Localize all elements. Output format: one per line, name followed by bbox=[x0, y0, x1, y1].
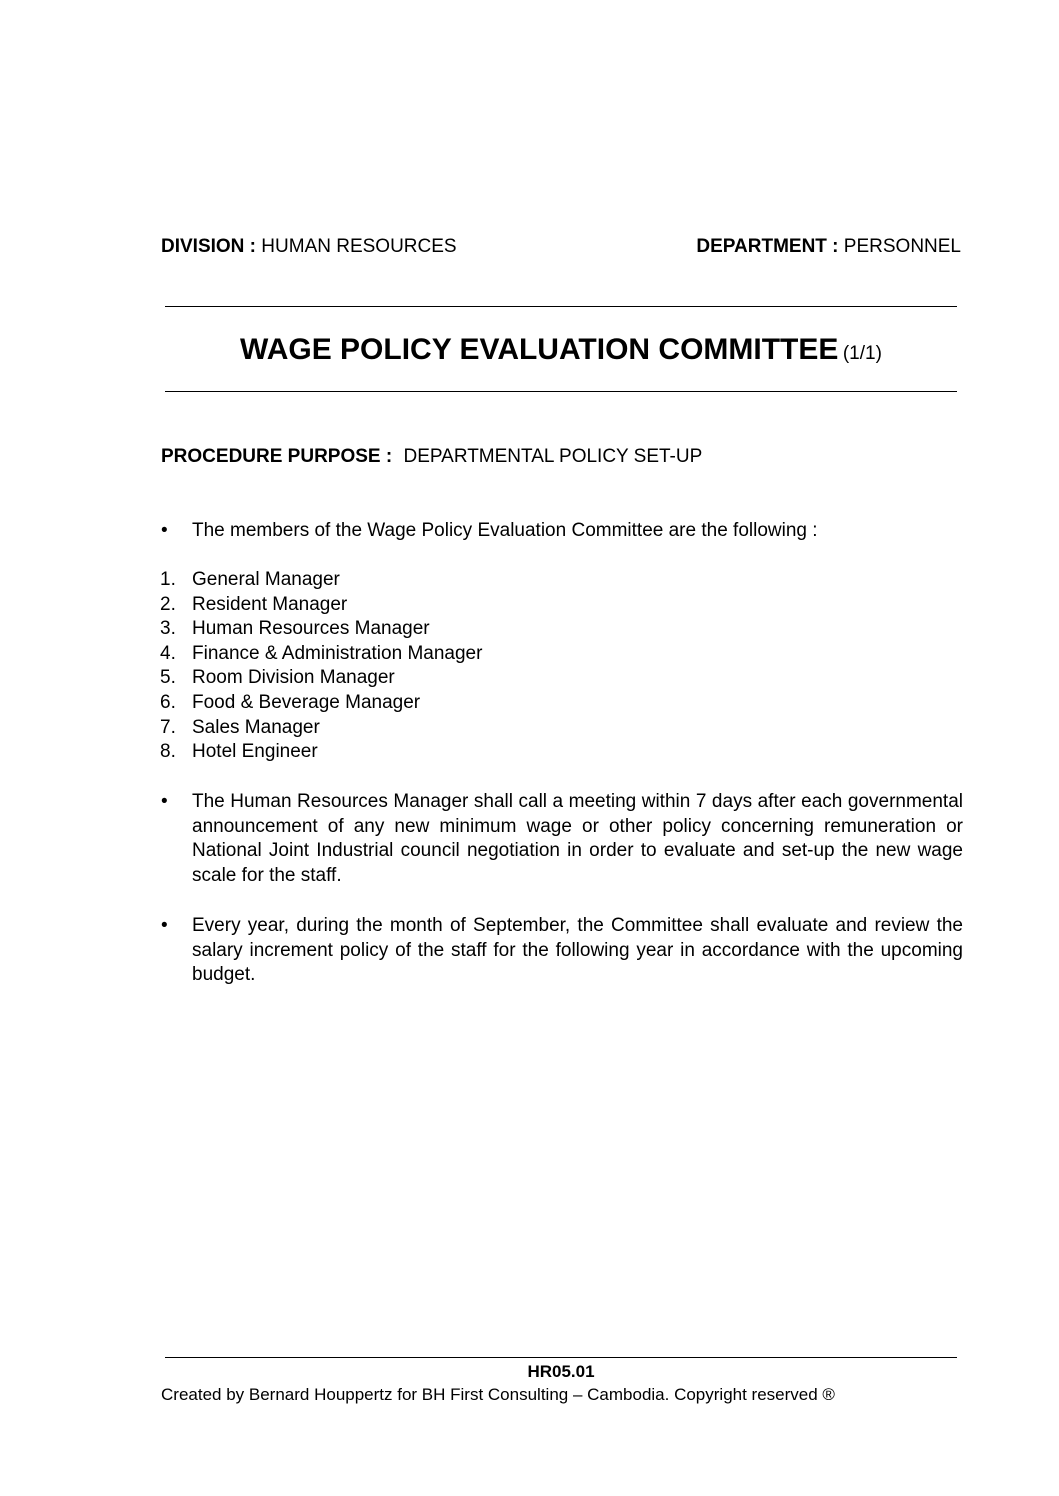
bullet-item bbox=[161, 790, 963, 888]
list-item bbox=[160, 617, 482, 642]
bullet-icon: • bbox=[161, 915, 168, 936]
list-number: 5. bbox=[160, 667, 176, 689]
list-number: 4. bbox=[160, 642, 176, 664]
list-item bbox=[160, 642, 482, 667]
list-number: 8. bbox=[160, 741, 176, 763]
title-top-divider bbox=[165, 306, 957, 307]
purpose-value: DEPARTMENTAL POLICY SET-UP bbox=[403, 446, 703, 467]
bullet-text: Every year, during the month of September, the Committee shall evaluate and review the salary increment policy of the staff for the following year in accordance with the upcoming budget. bbox=[192, 915, 963, 986]
copyright-credit: Created by Bernard Houppertz for BH First Consulting – Cambodia. Copyright reserved ® bbox=[161, 1385, 835, 1404]
member-label: General Manager bbox=[192, 569, 340, 590]
list-item bbox=[160, 568, 482, 593]
procedure-purpose bbox=[161, 446, 702, 468]
division-label: DIVISION : bbox=[161, 236, 257, 257]
page-indicator: (1/1) bbox=[842, 343, 882, 364]
list-item bbox=[160, 740, 482, 765]
list-number: 3. bbox=[160, 618, 176, 640]
member-label: Human Resources Manager bbox=[192, 618, 430, 640]
department-label: DEPARTMENT : bbox=[696, 236, 839, 257]
list-item bbox=[160, 593, 482, 618]
footer-divider bbox=[165, 1357, 957, 1358]
title-bottom-divider bbox=[165, 391, 957, 392]
list-number: 1. bbox=[160, 569, 176, 590]
member-label: Hotel Engineer bbox=[192, 741, 318, 763]
title-main: WAGE POLICY EVALUATION COMMITTEE bbox=[240, 333, 839, 366]
member-label: Resident Manager bbox=[192, 593, 348, 615]
member-label: Finance & Administration Manager bbox=[192, 642, 483, 664]
bullet-icon: • bbox=[161, 791, 168, 812]
committee-members-list bbox=[160, 568, 482, 765]
list-item bbox=[160, 666, 482, 691]
department-value: PERSONNEL bbox=[843, 236, 961, 257]
purpose-label: PROCEDURE PURPOSE : bbox=[161, 446, 393, 467]
document-title bbox=[165, 333, 957, 367]
member-label: Room Division Manager bbox=[192, 667, 395, 689]
bullet-text: The members of the Wage Policy Evaluation Committee are the following : bbox=[192, 520, 818, 541]
bullet-item bbox=[161, 914, 963, 988]
list-item bbox=[160, 716, 482, 741]
member-label: Sales Manager bbox=[192, 716, 320, 738]
bullet-item bbox=[161, 519, 963, 544]
list-number: 2. bbox=[160, 593, 176, 615]
document-code: HR05.01 bbox=[527, 1362, 595, 1381]
document-header bbox=[161, 236, 961, 262]
member-label: Food & Beverage Manager bbox=[192, 691, 421, 713]
list-item bbox=[160, 691, 482, 716]
list-number: 7. bbox=[160, 716, 176, 738]
list-number: 6. bbox=[160, 691, 176, 713]
bullet-icon: • bbox=[161, 520, 168, 541]
bullet-text: The Human Resources Manager shall call a meeting within 7 days after each governmental announcement of any new minimum wage or other policy concerning remuneration or National Joint Industrial council negotiation in order to evaluate and set-up the new wage scale for the staff. bbox=[192, 791, 963, 886]
division-value: HUMAN RESOURCES bbox=[261, 236, 457, 257]
department-field bbox=[696, 236, 961, 258]
division-field bbox=[161, 236, 457, 258]
